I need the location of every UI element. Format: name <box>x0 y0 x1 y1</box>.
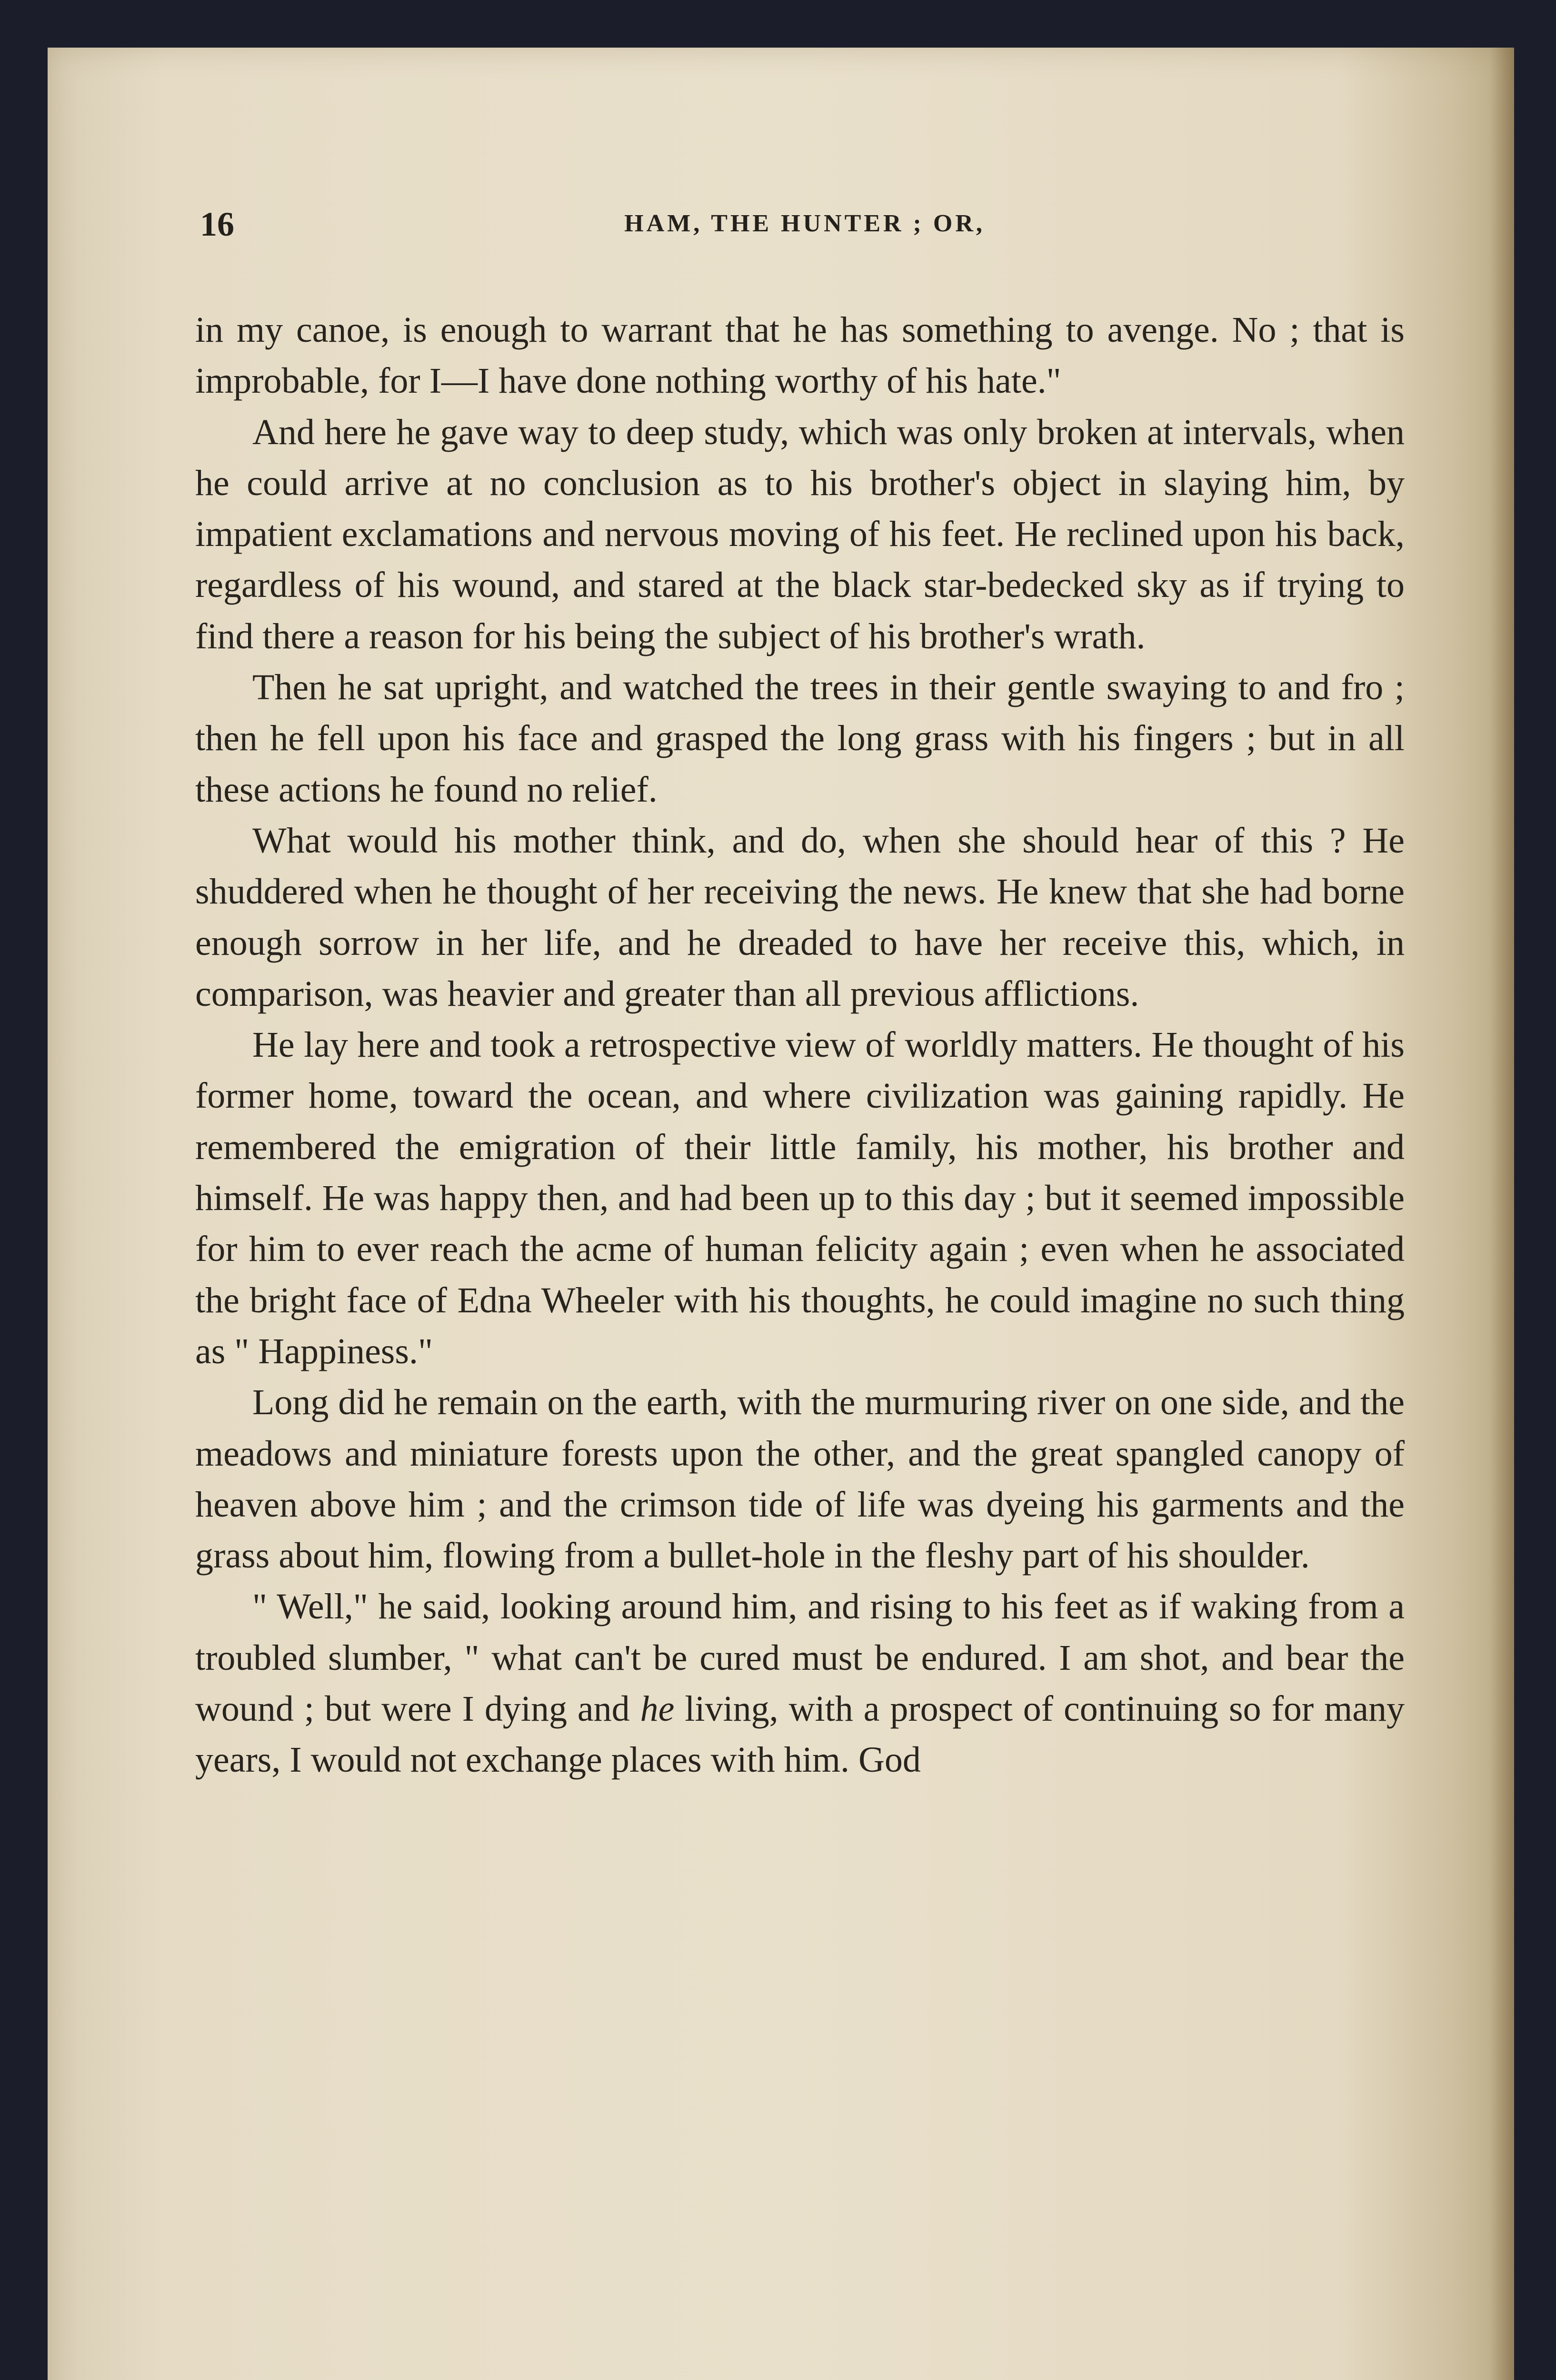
paragraph-5: He lay here and took a retrospective view of worldly matters. He thought of his former home, toward the ocean, and where civilization was gaining rapidly. He remembered the emigration of their little family, his mother, his brother and himself. He was happy then, and had been up to this day ; but it seemed impossible for him to ever reach the acme of human felicity again ; even when he associated the bright face of Edna Wheeler with his thoughts, he could imagine no such thing as " Happiness." <box>195 1025 1405 1371</box>
paragraph-7 <box>195 1581 1405 1785</box>
paragraph-7-end: living, with a prospect of continuing so for many years, I would not exchange places with him. God <box>195 1689 1405 1780</box>
running-title: HAM, THE HUNTER ; OR, <box>624 210 985 237</box>
paragraph-3: Then he sat upright, and watched the trees in their gentle swaying to and fro ; then he fell upon his face and grasped the long grass with his fingers ; but in all these actions he found no relief. <box>195 667 1405 810</box>
paragraph-6: Long did he remain on the earth, with the murmuring river on one side, and the meadows and miniature forests upon the other, and the great spangled canopy of heaven above him ; and the crimson tide of life was dyeing his garments and the grass about him, flowing from a bullet-hole in the fleshy part of his shoulder. <box>195 1382 1405 1576</box>
paragraph-4: What would his mother think, and do, when she should hear of this ? He shuddered when he thought of her receiving the news. He knew that she had borne enough sorrow in her life, and he dreaded to have her receive this, which, in comparison, was heavier and greater than all previous afflictions. <box>195 820 1405 1014</box>
paragraph-1: in my canoe, is enough to warrant that he has something to avenge. No ; that is improbable, for I—I have done nothing worthy of his hate." <box>195 310 1405 401</box>
body-text <box>195 305 1405 1786</box>
italic-word: he <box>640 1689 675 1729</box>
page-number: 16 <box>200 205 234 243</box>
page-edge-shadow <box>1490 48 1514 2380</box>
paragraph-2: And here he gave way to deep study, which was only broken at intervals, when he could arrive at no conclusion as to his brother's object in slaying him, by impatient exclamations and nervous moving of his feet. He reclined upon his back, regardless of his wound, and stared at the black star-bedecked sky as if trying to find there a reason for his being the subject of his brother's wrath. <box>195 412 1405 656</box>
running-head <box>200 205 1409 252</box>
paragraph-7-start: " Well," he said, looking around him, and rising to his feet as if waking from a troubled slumber, " what can't be cured must be endured. I am shot, and bear the wound ; but were I dying and <box>195 1587 1405 1729</box>
